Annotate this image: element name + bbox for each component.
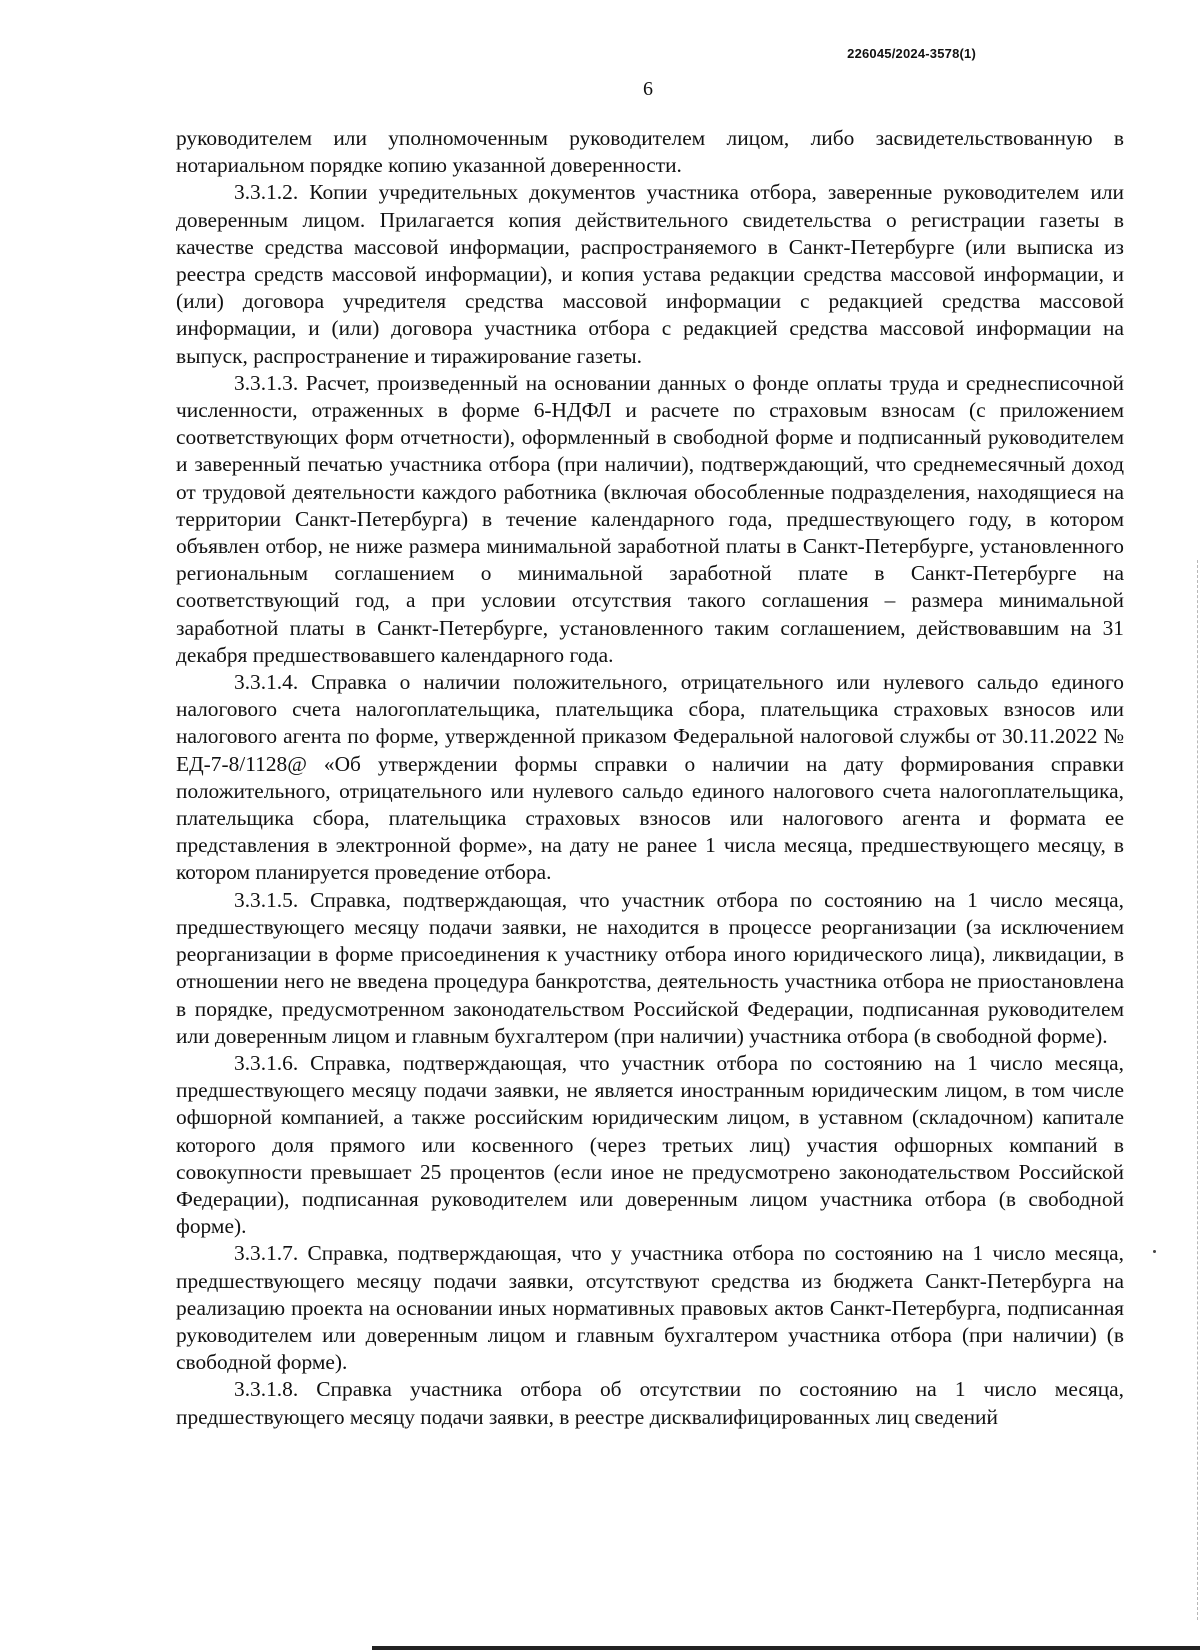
paragraph-3-3-1-5: 3.3.1.5. Справка, подтверждающая, что участник отбора по состоянию на 1 число месяца, предшествующего месяцу подачи заявки, не находится в процессе реорганизации (за исключением реорганизации в форме присоединения к участнику отбора иного юридического лица), ликвидации, в отношении него не введена процедура банкротства, деятельность участника отбора не приостановлена в порядке, предусмотренном законодательством Российской Федерации, подписанная руководителем или доверенным лицом и главным бухгалтером (при наличии) участника отбора (в свободной форме). [176, 887, 1124, 1048]
paragraph-3-3-1-4: 3.3.1.4. Справка о наличии положительного, отрицательного или нулевого сальдо единого налогового счета налогоплательщика, плательщика сбора, плательщика страховых взносов или налогового агента по форме, утвержденной приказом Федеральной налоговой службы от 30.11.2022 № ЕД-7-8/1128@ «Об утверждении формы справки о наличии на дату формирования справки положительного, отрицательного или нулевого сальдо единого налогового счета налогоплательщика, плательщика сбора, плательщика страховых взносов или налогового агента и формата ее представления в электронной форме», на дату не ранее 1 числа месяца, предшествующего месяцу, в котором планируется проведение отбора. [176, 670, 1124, 885]
scan-artifact-dot [1153, 1250, 1156, 1253]
scan-edge-line [1197, 560, 1198, 1620]
scan-bottom-edge [372, 1646, 1200, 1650]
page-number: 6 [643, 78, 653, 100]
paragraph-3-3-1-7: 3.3.1.7. Справка, подтверждающая, что у участника отбора по состоянию на 1 число месяца, предшествующего месяцу подачи заявки, отсутствуют средства из бюджета Санкт-Петербурга на реализацию проекта на основании иных нормативных правовых актов Санкт-Петербурга, подписанная руководителем или доверенным лицом и главным бухгалтером участника отбора (при наличии) (в свободной форме). [176, 1241, 1124, 1375]
paragraph-3-3-1-3: 3.3.1.3. Расчет, произведенный на основании данных о фонде оплаты труда и среднесписочной численности, отраженных в форме 6-НДФЛ и расчете по страховым взносам (с приложением соответствующих форм отчетности), оформленный в свободной форме и подписанный руководителем и заверенный печатью участника отбора (при наличии), подтверждающий, что среднемесячный доход от трудовой деятельности каждого работника (включая обособленные подразделения, находящиеся на территории Санкт-Петербурга) в течение календарного года, предшествующего году, в котором объявлен отбор, не ниже размера минимальной заработной платы в Санкт-Петербурге, установленного региональным соглашением о минимальной заработной плате в Санкт-Петербурге на соответствующий год, а при условии отсутствия такого соглашения – размера минимальной заработной платы в Санкт-Петербурге, установленного таким соглашением, действовавшим на 31 декабря предшествовавшего календарного года. [176, 370, 1124, 667]
document-registration-number: 226045/2024-3578(1) [847, 46, 976, 61]
paragraph-3-3-1-6: 3.3.1.6. Справка, подтверждающая, что участник отбора по состоянию на 1 число месяца, предшествующего месяцу подачи заявки, не является иностранным юридическим лицом, в том числе офшорной компанией, а также российским юридическим лицом, в уставном (складочном) капитале которого доля прямого или косвенного (через третьих лиц) участия офшорных компаний в совокупности превышает 25 процентов (если иное не предусмотрено законодательством Российской Федерации), подписанная руководителем или доверенным лицом участника отбора (в свободной форме). [176, 1050, 1124, 1239]
paragraph-3-3-1-8: 3.3.1.8. Справка участника отбора об отсутствии по состоянию на 1 число месяца, предшествующего месяцу подачи заявки, в реестре дисквалифицированных лиц сведений [176, 1377, 1124, 1429]
paragraph-continuation: руководителем или уполномоченным руководителем лицом, либо засвидетельствованную в нотариальном порядке копию указанной доверенности. [176, 126, 1124, 178]
document-body [176, 125, 1124, 1431]
paragraph-3-3-1-2: 3.3.1.2. Копии учредительных документов участника отбора, заверенные руководителем или доверенным лицом. Прилагается копия действительного свидетельства о регистрации газеты в качестве средства массовой информации, распространяемого в Санкт-Петербурге (или выписка из реестра средств массовой информации), и копия устава редакции средства массовой информации, и (или) договора учредителя средства массовой информации с редакцией средства массовой информации, и (или) договора участника отбора с редакцией средства массовой информации на выпуск, распространение и тиражирование газеты. [176, 180, 1124, 368]
